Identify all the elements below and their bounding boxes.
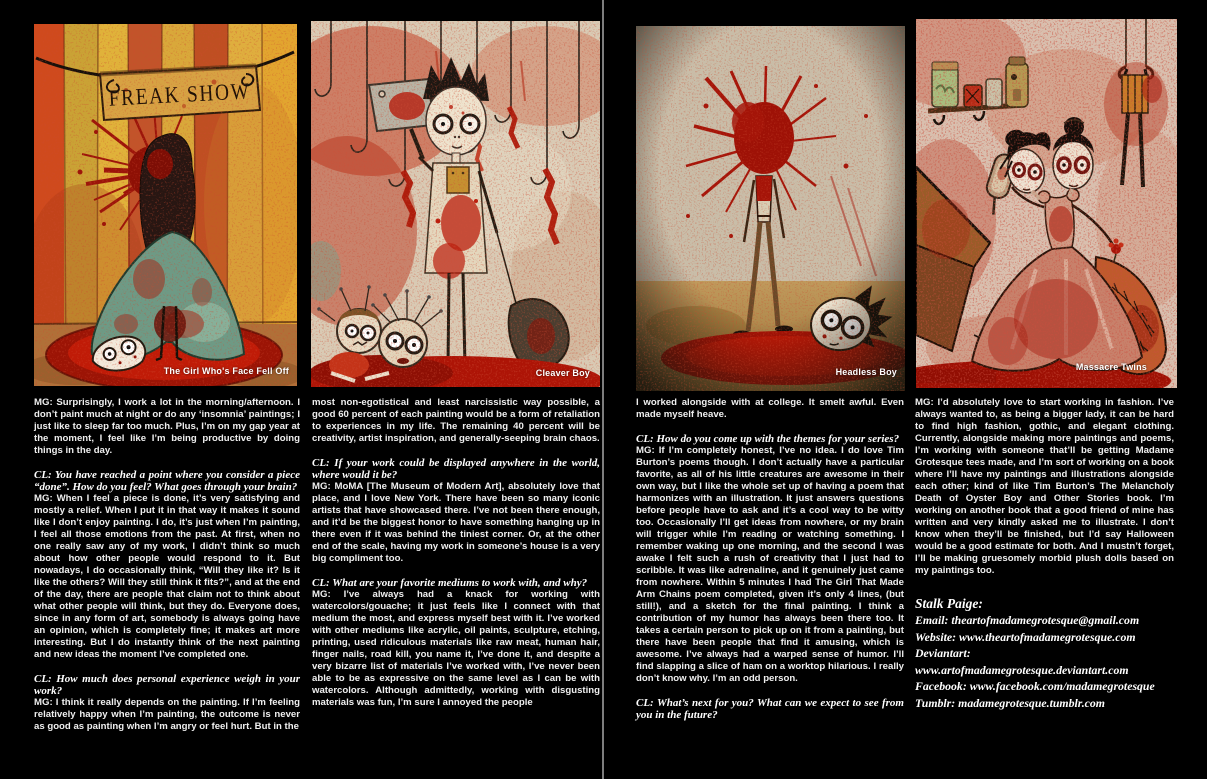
artwork-caption: Cleaver Boy (535, 368, 590, 378)
interview-column-2 (312, 397, 600, 709)
interview-column-4-blocks (915, 397, 1174, 577)
interview-question: CL: What are your favorite mediums to work with, and why? (312, 577, 588, 589)
page-gutter-line (602, 0, 604, 779)
interview-question: CL: How do you come up with the themes for your series? (636, 433, 900, 445)
interview-answer: MG: MoMA [The Museum of Modern Art], absolutely love that place, and I love New York. There have been so many iconic artists that have showcased there. I’ve not been there enough, and it’d be the biggest honor to have something hanging up in there even if it was behind the tiniest corner. Or, at the other end of the scale, having my work in someone’s house is a very big compliment too. (312, 481, 600, 564)
interview-column-1 (34, 397, 300, 733)
cleaver-boy-painting (311, 21, 600, 387)
interview-answer: MG: Surprisingly, I work a lot in the morning/afternoon. I don’t paint much at night or do any ‘insomnia’ paintings; I just like to sleep far too much. Plus, I’m on my gap year at the moment, I feel like I’m being productive by doing things in the day. (34, 397, 300, 456)
interview-answer: MG: I think it really depends on the painting. If I’m feeling relatively happy when I’m painting, the outcome is never as good as painting when I’m angry or feel hurt. But in the (34, 697, 300, 732)
contact-line: Website: www.theartofmadamegrotesque.com (915, 629, 1136, 644)
freak-show-banner-text: FREAK SHOW (108, 76, 279, 111)
interview-question: CL: If your work could be displayed anywhere in the world, where would it be? (312, 457, 600, 481)
massacre-twins-painting (916, 19, 1177, 388)
interview-answer: most non-egotistical and least narcissistic way possible, a good 60 percent of each painting would be a form of retaliation to experiences in my life. The remaining 40 percent will be creativity, artist inspiration, and generally-seeping brain chaos. (312, 397, 600, 444)
contact-line: Deviantart: www.artofmadamegrotesque.deviantart.com (915, 646, 1129, 677)
contact-line: Facebook: www.facebook.com/madamegrotesque (915, 679, 1155, 693)
interview-answer: MG: When I feel a piece is done, it’s very satisfying and mostly a relief. When I put it in that way it makes it sound like I don’t enjoy painting. I do, it’s just when I’m painting, I feel all those emotions from the past. At first, when no one really saw any of my work, I didn’t think so much about how other people would respond to it. But nowadays, I do occasionally think, “Will they like it? Is it like the others? Will they still think it fits?”, and at the end of the day, there are people that claim not to think about what other people will think, but they do. Everyone does, since in any form of art, somebody is always going have an opinion, which is completely fine; it makes art more interesting. But I do instantly think of the next painting and new ideas the moment I’ve completed one. (34, 493, 300, 660)
freak-show-painting (34, 24, 297, 386)
contact-title: Stalk Paige: (915, 596, 983, 611)
headless-boy-painting (636, 26, 905, 391)
paint-speckle-overlay (916, 19, 1177, 388)
interview-question: CL: How much does personal experience weigh in your work? (34, 673, 300, 697)
interview-question: CL: You have reached a point where you consider a piece “done”. How do you feel? What goes through your brain? (34, 469, 300, 493)
interview-answer: MG: If I’m completely honest, I’ve no idea. I do love Tim Burton’s poems though. I don’t actually have a particular favorite, as all of his little creatures are awesome in their own way, but I like the whole set up of having a poem that harmonizes with an illustration. It just answers questions before people have to ask and it’s a cool way to be witty too. Occasionally I’ll get ideas from nowhere, or my brain will trigger while I’m reading or watching something. I remember waking up one morning, and the second I was awake I felt such a rush of creativity that I just had to scribble. It was like adrenaline, and it genuinely just came from nowhere. Within 5 minutes I had The Girl That Made Arm Chains poem completed, given it’s only 4 lines, (but still!), and a sketch for the final painting. I think a contribution of my humor has always been there too. It takes a certain person to pick up on it from a painting, but there have been people that find it amusing, which is awesome. I’ve always had a warped sense of humor. I’ll find slapping a slice of ham on a worktop hilarious. I really don’t know why. I’m an odd person. (636, 445, 904, 684)
paint-speckle-overlay (636, 26, 905, 391)
interview-question: CL: What’s next for you? What can we expect to see from you in the future? (636, 697, 904, 721)
paint-speckle-overlay (311, 21, 600, 387)
interview-answer: MG: I’ve always had a knack for working with watercolors/gouache; it just feels like I connect with that medium the most, and express myself best with it. I’ve worked with other mediums like acrylic, oil paints, sculpture, etching, printing, used ridiculous materials like raw meat, human hair, finger nails, road kill, you name it, I’ve done it, and despite a very bizarre list of materials I’ve worked with, I’ve never been able to be as expressive on the same level as I can be with watercolors. Although admittedly, working with disgusting materials was fun, I’m sure I annoyed the people (312, 589, 600, 708)
contact-line: Email: theartofmadamegrotesque@gmail.com (915, 613, 1140, 627)
artwork-caption: Headless Boy (835, 367, 897, 377)
artwork-caption: The Girl Who's Face Fell Off (163, 366, 289, 376)
artwork-caption: Massacre Twins (1075, 362, 1147, 372)
contact-line: Tumblr: madamegrotesque.tumblr.com (915, 695, 1105, 710)
artwork-massacre-twins (916, 19, 1177, 388)
interview-answer: I worked alongside with at college. It smelt awful. Even made myself heave. (636, 397, 904, 420)
contact-section (915, 595, 1174, 711)
paint-speckle-overlay (34, 24, 297, 386)
interview-column-3 (636, 397, 904, 721)
artwork-cleaver-boy (311, 21, 600, 387)
interview-answer: MG: I’d absolutely love to start working in fashion. I’ve always wanted to, as being a bigger lady, it can be hard to find high fashion, gothic, and elegant clothing. Currently, alongside making more paintings and poems, I’m working with someone that’ll be getting Madame Grotesque tees made, and I’m sort of working on a book where I’ll have my paintings and illustrations alongside each other; kind of like Tim Burton’s The Melancholy Death of Oyster Boy and Other Stories book. I’m working on another book that a good friend of mine has written and very kindly asked me to illustrate. I don’t know when they’ll be finished, but I’d say Halloween would be a good estimate for both. And I mustn’t forget, I’ll be making gruesomely morbid plush dolls based on my paintings too. (915, 397, 1174, 576)
contact-lines (915, 612, 1174, 711)
interview-column-4 (915, 397, 1174, 711)
artwork-headless-boy (636, 26, 905, 391)
artwork-the-girl-whos-face-fell-off (34, 24, 297, 386)
